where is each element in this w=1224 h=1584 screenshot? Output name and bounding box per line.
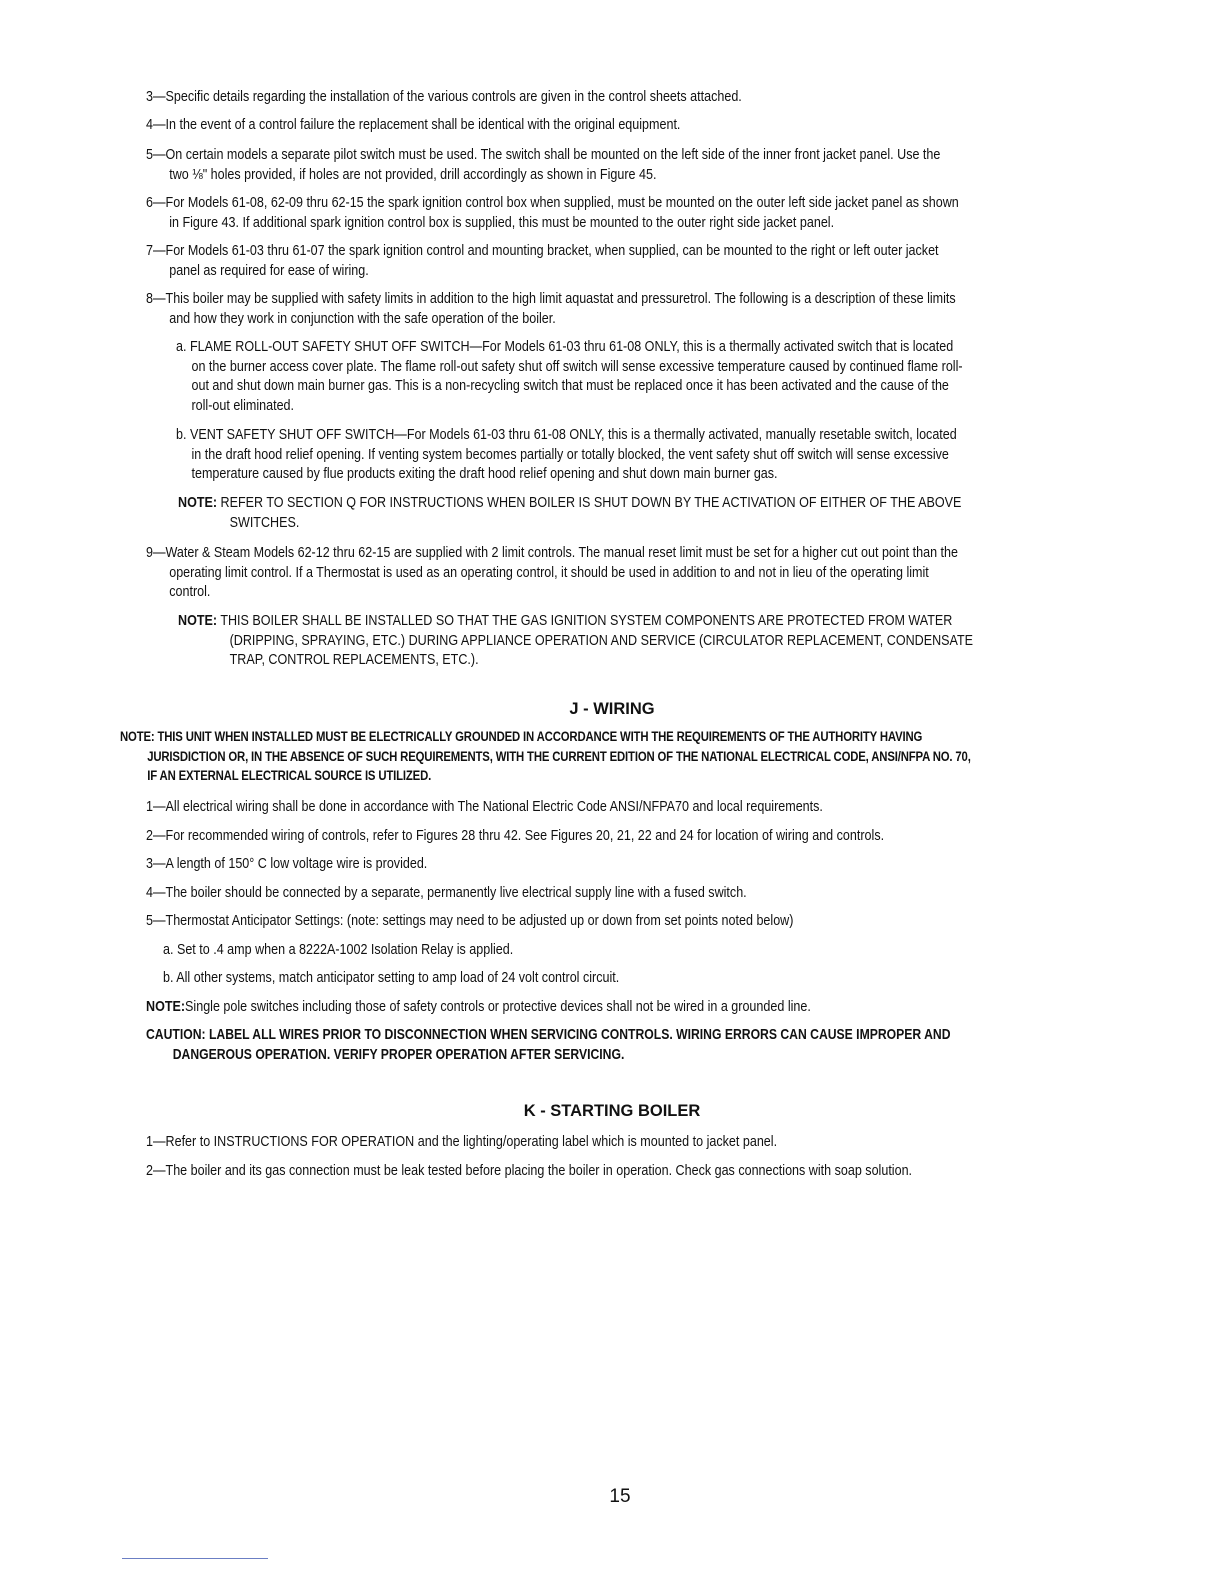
wiring-note-2 bbox=[146, 998, 811, 1018]
install-item-6-line: in Figure 43. If additional spark ignition control box is supplied, this must be mounted to the outer right side jacket panel. bbox=[169, 214, 835, 231]
wiring-caution bbox=[146, 1026, 951, 1065]
wiring-caution-line: DANGEROUS OPERATION. VERIFY PROPER OPERATION AFTER SERVICING. bbox=[172, 1046, 625, 1063]
wiring-item-2: 2—For recommended wiring of controls, refer to Figures 28 thru 42. See Figures 20, 21, 22 and 24 for location of wiring and controls. bbox=[146, 828, 885, 844]
install-item-9-line: 9—Water & Steam Models 62-12 thru 62-15 are supplied with 2 limit controls. The manual reset limit must be set for a higher cut out point than the bbox=[146, 545, 959, 561]
wiring-item-3: 3—A length of 150° C low voltage wire is provided. bbox=[146, 856, 428, 872]
install-item-5 bbox=[146, 146, 940, 185]
note-2-line: (DRIPPING, SPRAYING, ETC.) DURING APPLIANCE OPERATION AND SERVICE (CIRCULATOR REPLACEMENT, CONDENSATE bbox=[229, 632, 974, 649]
install-item-3 bbox=[146, 88, 742, 108]
install-item-8-line: and how they work in conjunction with the safe operation of the boiler. bbox=[169, 310, 556, 327]
install-item-8 bbox=[146, 290, 956, 329]
install-sub-b-line: temperature caused by flue products exiting the draft hood relief opening and shut down main burner gas. bbox=[191, 466, 778, 483]
note-label: NOTE: bbox=[178, 495, 218, 511]
section-heading-starting: K - STARTING BOILER bbox=[523, 1102, 701, 1120]
install-sub-a-line: out and shut down main burner gas. This is a non-recycling switch that must be replaced once it has been activated and the cause of the bbox=[191, 378, 949, 395]
install-item-7-line: 7—For Models 61-03 thru 61-07 the spark ignition control and mounting bracket, when supplied, can be mounted to the right or left outer jacket bbox=[146, 243, 939, 259]
page-number: 15 bbox=[609, 1486, 631, 1507]
starting-item-2: 2—The boiler and its gas connection must be leak tested before placing the boiler in operation. Check gas connections with soap solution. bbox=[146, 1163, 913, 1179]
install-item-9-line: operating limit control. If a Thermostat is used as an operating control, it should be used in addition to and not in lieu of the operating limit bbox=[169, 564, 929, 581]
install-item-5-line: 5—On certain models a separate pilot switch must be used. The switch shall be mounted on the left side of the inner front jacket panel. Use the bbox=[146, 147, 941, 163]
note-1-line: REFER TO SECTION Q FOR INSTRUCTIONS WHEN BOILER IS SHUT DOWN BY THE ACTIVATION OF EITHER OF THE ABOVE bbox=[220, 495, 962, 511]
install-item-7 bbox=[146, 242, 939, 281]
install-item-8-line: 8—This boiler may be supplied with safety limits in addition to the high limit aquastat and pressuretrol. The following is a description of these limits bbox=[146, 291, 956, 307]
wiring-ground-note-line: JURISDICTION OR, IN THE ABSENCE OF SUCH REQUIREMENTS, WITH THE CURRENT EDITION OF THE NATIONAL ELECTRICAL CODE, ANSI/NFPA NO. 70, bbox=[147, 748, 971, 765]
wiring-item-5: 5—Thermostat Anticipator Settings: (note: settings may need to be adjusted up or down from set points noted below) bbox=[146, 913, 794, 929]
install-note-1 bbox=[178, 494, 961, 533]
install-item-4 bbox=[146, 116, 680, 136]
install-item-3-line: 3—Specific details regarding the installation of the various controls are given in the control sheets attached. bbox=[146, 89, 742, 105]
note-1-line: SWITCHES. bbox=[229, 514, 300, 531]
note-label: NOTE: bbox=[178, 613, 218, 629]
footer-rule bbox=[122, 1558, 268, 1559]
section-heading-wiring: J - WIRING bbox=[569, 700, 655, 718]
note-2-line: TRAP, CONTROL REPLACEMENTS, ETC.). bbox=[229, 652, 479, 669]
wiring-item-4: 4—The boiler should be connected by a separate, permanently live electrical supply line with a fused switch. bbox=[146, 885, 747, 901]
wiring-note-2-text: Single pole switches including those of safety controls or protective devices shall not be wired in a grounded line. bbox=[185, 999, 811, 1015]
install-item-9-line: control. bbox=[169, 584, 211, 601]
starting-item-1: 1—Refer to INSTRUCTIONS FOR OPERATION and the lighting/operating label which is mounted to jacket panel. bbox=[146, 1134, 778, 1150]
wiring-item-1: 1—All electrical wiring shall be done in accordance with The National Electric Code ANSI/NFPA70 and local requirements. bbox=[146, 799, 823, 815]
install-sub-a-line: on the burner access cover plate. The flame roll-out safety shut off switch will sense excessive temperature caused by continued flame roll- bbox=[191, 358, 963, 375]
install-sub-a-line: a. FLAME ROLL-OUT SAFETY SHUT OFF SWITCH—For Models 61-03 thru 61-08 ONLY, this is a thermally activated switch that is located bbox=[176, 339, 954, 355]
install-sub-b bbox=[176, 426, 957, 485]
install-note-2 bbox=[178, 612, 973, 671]
install-item-5-line: two ⅛" holes provided, if holes are not provided, drill accordingly as shown in Figure 45. bbox=[169, 166, 657, 183]
wiring-sub-b: b. All other systems, match anticipator setting to amp load of 24 volt control circuit. bbox=[163, 970, 620, 986]
wiring-ground-note-line: NOTE: THIS UNIT WHEN INSTALLED MUST BE ELECTRICALLY GROUNDED IN ACCORDANCE WITH THE REQUIREMENTS OF THE AUTHORITY HAVING bbox=[120, 729, 923, 745]
install-sub-b-line: b. VENT SAFETY SHUT OFF SWITCH—For Models 61-03 thru 61-08 ONLY, this is a thermally activated, manually resetable switch, located bbox=[176, 427, 957, 443]
note-2-line: THIS BOILER SHALL BE INSTALLED SO THAT THE GAS IGNITION SYSTEM COMPONENTS ARE PROTECTED FROM WATER bbox=[220, 613, 953, 629]
install-sub-a bbox=[176, 338, 963, 416]
install-sub-a-line: roll-out eliminated. bbox=[191, 397, 295, 414]
note-label: NOTE: bbox=[146, 999, 186, 1015]
install-sub-b-line: in the draft hood relief opening. If venting system becomes partially or totally blocked, the vent safety shut off switch will sense excessive bbox=[191, 446, 949, 463]
install-item-6 bbox=[146, 194, 959, 233]
wiring-caution-line: CAUTION: LABEL ALL WIRES PRIOR TO DISCONNECTION WHEN SERVICING CONTROLS. WIRING ERRORS CAN CAUSE IMPROPER AND bbox=[146, 1027, 951, 1043]
wiring-ground-note bbox=[120, 728, 971, 787]
install-item-6-line: 6—For Models 61-08, 62-09 thru 62-15 the spark ignition control box when supplied, must be mounted on the outer left side jacket panel as shown bbox=[146, 195, 959, 211]
install-item-7-line: panel as required for ease of wiring. bbox=[169, 262, 369, 279]
wiring-sub-a: a. Set to .4 amp when a 8222A-1002 Isolation Relay is applied. bbox=[163, 942, 514, 958]
install-item-9 bbox=[146, 544, 958, 603]
wiring-ground-note-line: IF AN EXTERNAL ELECTRICAL SOURCE IS UTILIZED. bbox=[147, 768, 432, 785]
install-item-4-line: 4—In the event of a control failure the replacement shall be identical with the original equipment. bbox=[146, 117, 681, 133]
